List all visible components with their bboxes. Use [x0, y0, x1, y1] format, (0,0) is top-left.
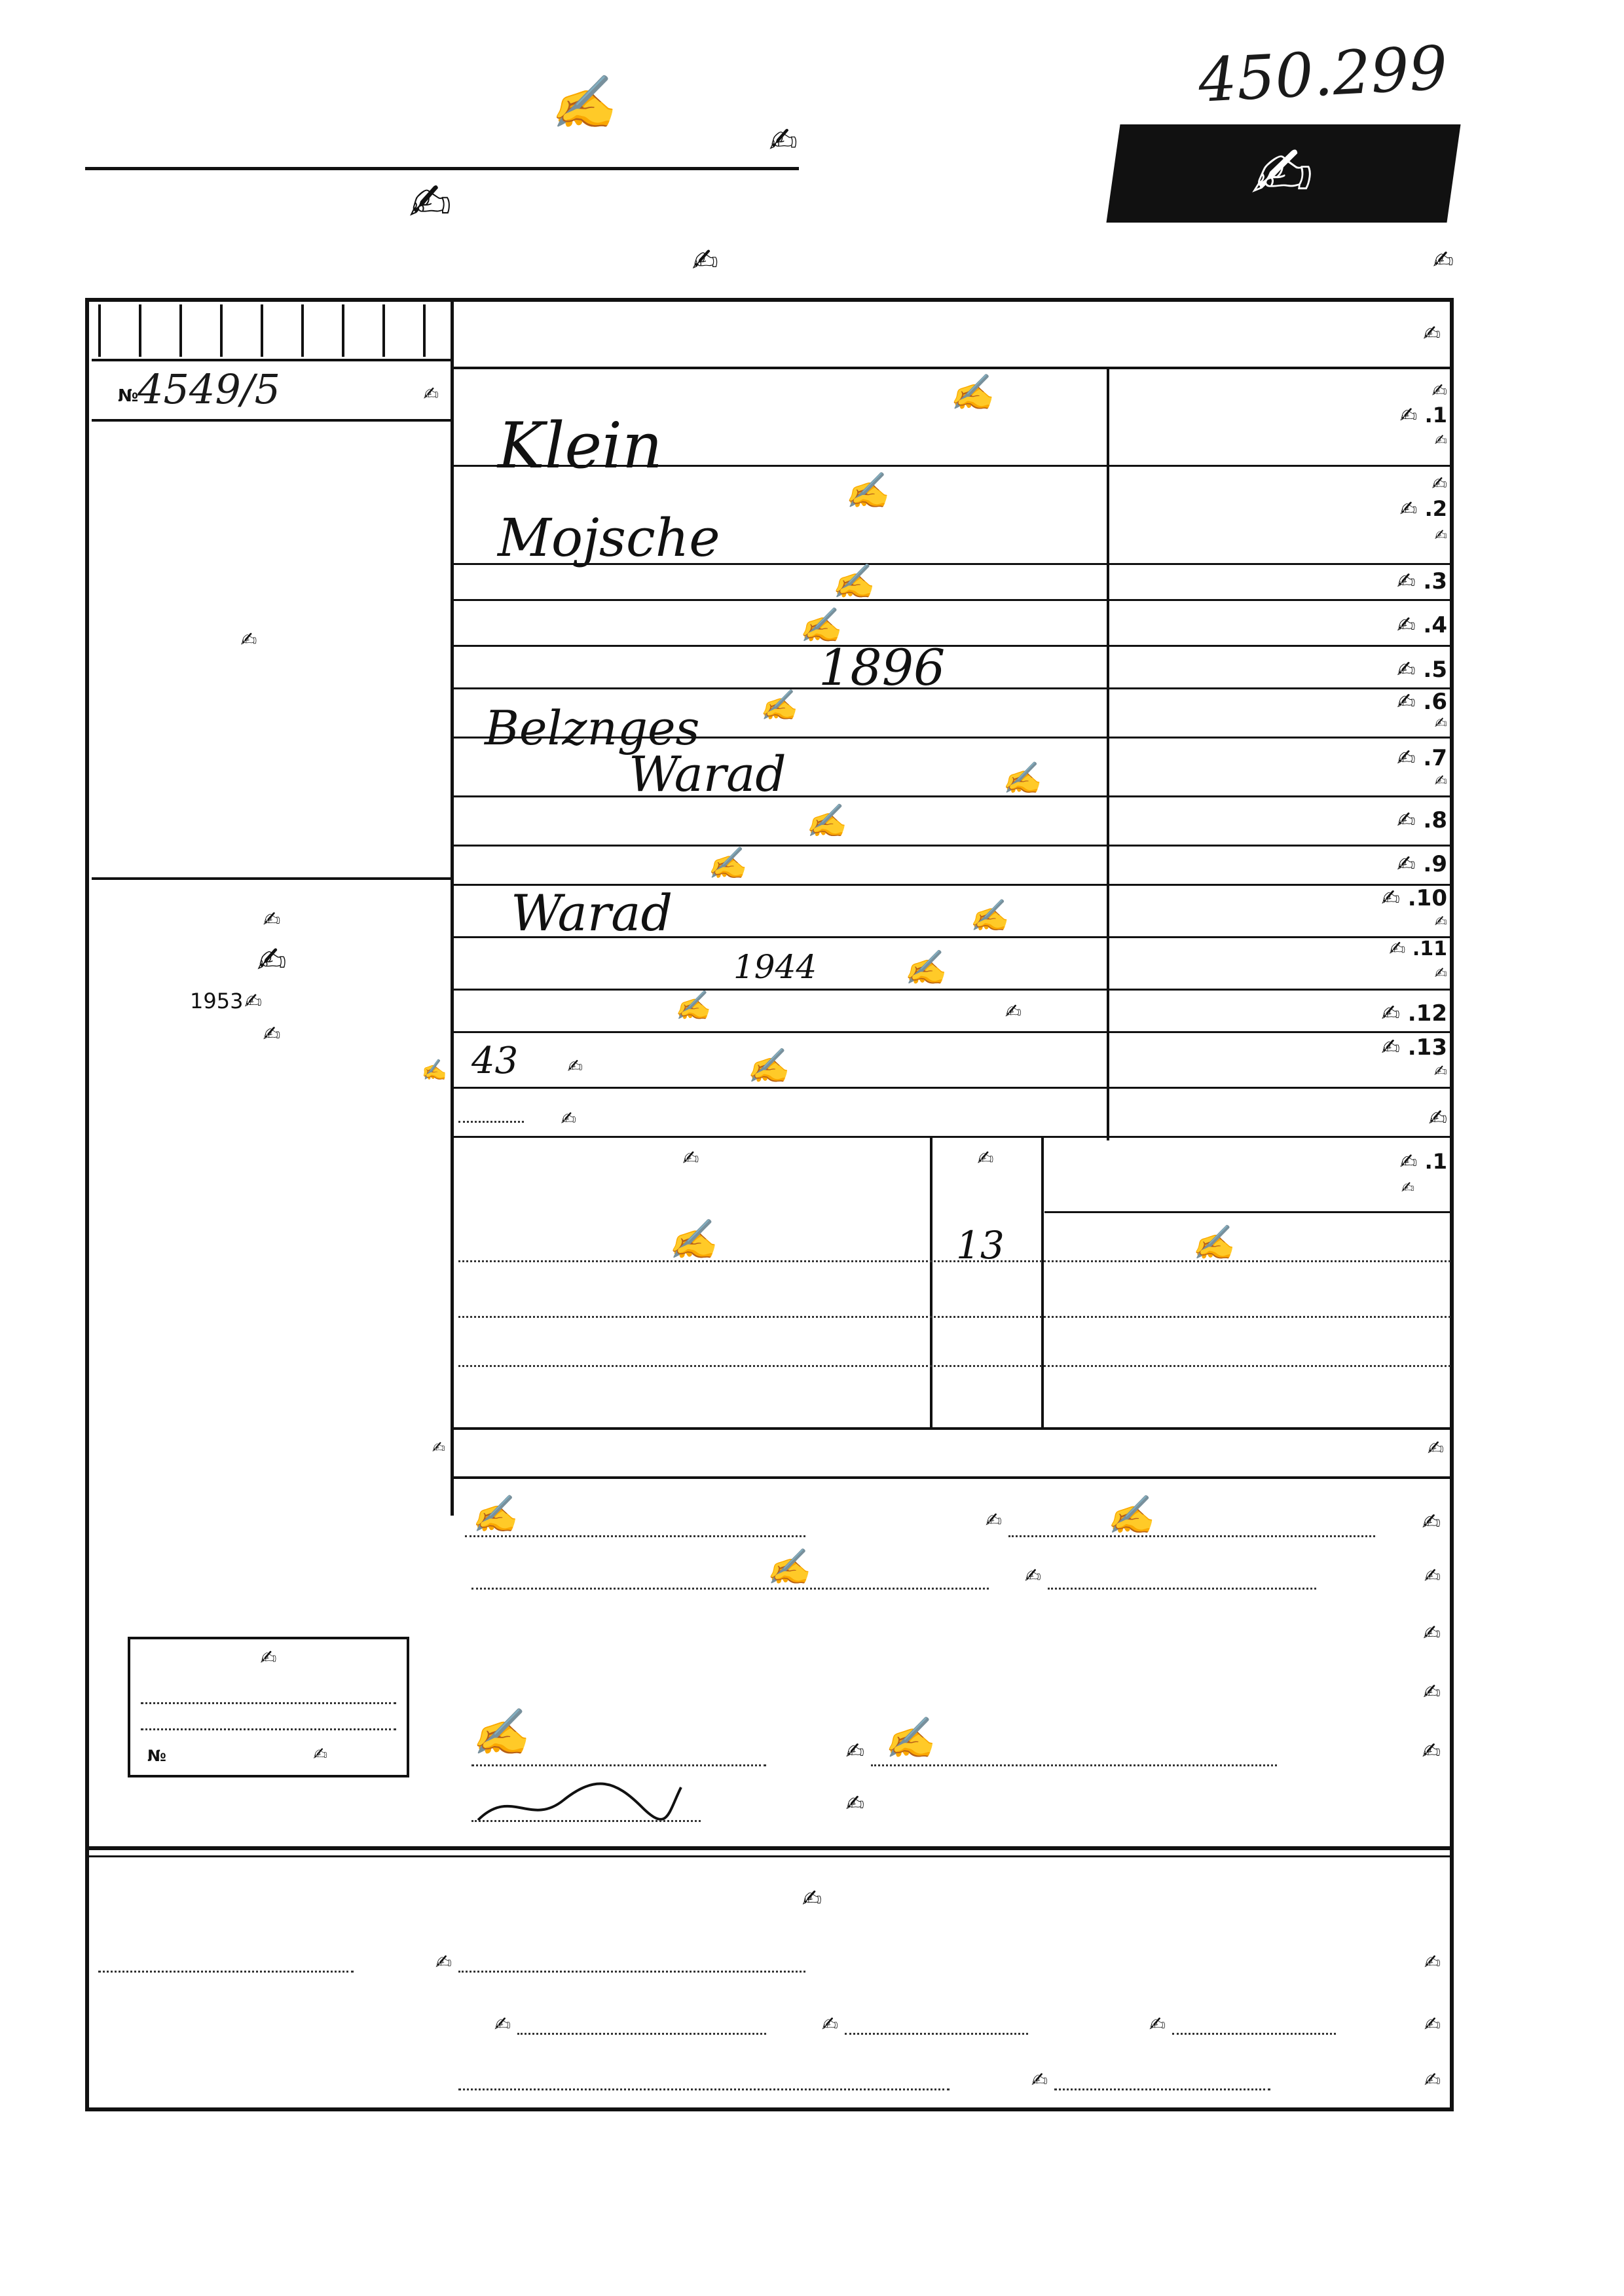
footer-line-3b-dots [458, 2088, 950, 2090]
citizenship-box-title: ✍ [260, 1647, 277, 1669]
form-subtitle: ✍ [692, 242, 720, 279]
footer-line-2c: ✍ [821, 2013, 838, 2036]
approval-bottom-line [92, 419, 451, 422]
field-9-title: ✍ [1397, 851, 1416, 877]
citizenship-box-number: ✍ [313, 1745, 327, 1764]
field-husband-age-label: ✍ [561, 1108, 576, 1129]
children-num: 1. [1424, 1149, 1447, 1174]
field-4-label [1120, 612, 1447, 638]
children-row-1-place: ✍ [668, 1217, 717, 1263]
declarant-name-value: ✍ [1107, 1493, 1154, 1537]
field-11-num: 11. [1412, 938, 1447, 960]
field-5-num: 5. [1423, 657, 1447, 683]
authority-name: ✍ [769, 121, 799, 160]
children-header-names [1048, 1149, 1447, 1174]
authority-underline [85, 167, 799, 170]
relative-value: ✍ [766, 1546, 811, 1588]
photo-label: ✍ [240, 629, 257, 651]
children-note: ✍ [1427, 1437, 1444, 1460]
field-12-title: ✍ [1381, 1000, 1400, 1027]
signature-value: ✍ [471, 1705, 529, 1759]
declarant-name-dots [1008, 1535, 1375, 1537]
field-6-label [1120, 689, 1447, 715]
photo-bottom-line [92, 877, 451, 880]
children-names-title: ✍ [1399, 1149, 1418, 1174]
declarant-i-label: ✍ [1422, 1509, 1441, 1535]
field-3-title: ✍ [1397, 568, 1416, 594]
field-2-label [1120, 496, 1447, 521]
officer-signature-label: ✍ [845, 1791, 864, 1817]
approval-label: ✍ [423, 383, 439, 405]
field-2-sub2: ✍ [1434, 527, 1447, 544]
field-4-num: 4. [1423, 612, 1447, 638]
field-12-label [1120, 1000, 1447, 1027]
children-col-2 [1041, 1136, 1044, 1427]
field-5-title: ✍ [1397, 657, 1416, 683]
field-1-sub2: ✍ [1434, 432, 1447, 449]
note-bottom-line [452, 1476, 1454, 1479]
footer-line-3b: ✍ [1031, 2069, 1048, 2092]
field-10-value: ✍ [969, 898, 1008, 934]
yad-vashem-logo: ✍ [1106, 124, 1460, 223]
footer-top-line [85, 1846, 1454, 1850]
field-4-title: ✍ [1397, 612, 1416, 638]
declarant-address-value: ✍ [471, 1493, 517, 1536]
law-title: ✍ [263, 907, 281, 932]
footer-line-2b: ✍ [1149, 2013, 1166, 2036]
field-13-label [1120, 1034, 1447, 1061]
row-divider-14 [452, 1136, 1454, 1138]
row-divider-13 [452, 1087, 1454, 1089]
footer-line-2c-dots [517, 2033, 766, 2035]
row-divider-12 [452, 1031, 1454, 1033]
field-9-value: ✍ [707, 845, 747, 882]
law-year: 1953 [190, 989, 244, 1013]
field-6-title: ✍ [1397, 689, 1416, 715]
approval-ticks [98, 304, 439, 357]
footer-top-line-2 [85, 1855, 1454, 1857]
field-4-value: ✍ [799, 606, 841, 646]
row-divider-4 [452, 645, 1454, 647]
relative-label: ✍ [1424, 1565, 1441, 1588]
field-3-value: ✍ [832, 562, 874, 602]
children-header-age: ✍ [977, 1147, 994, 1170]
children-col-1 [930, 1136, 932, 1427]
field-13-title: ✍ [1381, 1034, 1400, 1061]
field-5-label [1120, 657, 1447, 683]
footer-line-3a: ✍ [1424, 2069, 1441, 2092]
children-header-line [1044, 1211, 1454, 1213]
field-13-age-label: ✍ [567, 1055, 583, 1077]
officer-signature-scribble [471, 1768, 688, 1833]
children-line-3 [458, 1365, 1450, 1367]
relative-value-dots [471, 1588, 989, 1590]
field-12-num: 12. [1407, 1000, 1447, 1027]
field-1-label [1120, 403, 1447, 428]
footer-line-1-dots [458, 1971, 805, 1973]
handwritten-note-top: ✍ [550, 72, 616, 133]
officer-signature-dots [471, 1820, 701, 1822]
field-3-num: 3. [1423, 568, 1447, 594]
field-10-label [1120, 885, 1447, 911]
declaration-text: ✍ [1423, 1620, 1441, 1645]
citizenship-box-line-2 [141, 1728, 396, 1730]
field-2-num: 2. [1424, 496, 1447, 521]
field-13-num: 13. [1407, 1034, 1447, 1061]
field-13-value: ✍ [747, 1047, 789, 1086]
law-text: ✍ [421, 1059, 447, 1082]
footer-line-1: ✍ [1424, 1951, 1441, 1974]
field-11-year: 1944 [733, 948, 817, 986]
husband-age-dots [458, 1121, 524, 1123]
field-9-num: 9. [1423, 851, 1447, 877]
place-date-label: ✍ [1422, 1738, 1441, 1764]
citizenship-box-no-sign: № [147, 1747, 166, 1765]
form-title: ✍ [409, 173, 456, 232]
field-6-latin-value: Belznges [485, 701, 700, 756]
field-10-title: ✍ [1381, 885, 1400, 911]
field-1-latin-value: Klein [498, 409, 663, 483]
field-11-sub: ✍ [1434, 965, 1447, 982]
please-fill-text: ✍ [1423, 321, 1441, 346]
field-10-sub: ✍ [1434, 913, 1447, 930]
field-2-title: ✍ [1399, 496, 1418, 521]
row-divider-8 [452, 845, 1454, 847]
footer-line-3a-dots [1054, 2088, 1270, 2090]
field-8-num: 8. [1423, 807, 1447, 833]
signature-dots [471, 1764, 766, 1766]
field-2-sub: ✍ [1431, 473, 1447, 494]
children-line-1 [458, 1260, 1450, 1262]
field-7-value: ✍ [1002, 760, 1041, 797]
field-2-latin-value: Mojsche [498, 507, 720, 568]
field-7-title: ✍ [1397, 745, 1416, 771]
law-section: ✍ [263, 1021, 281, 1046]
footer-title: ✍ [802, 1886, 822, 1912]
declarant-address-dots [465, 1535, 805, 1537]
relative-dots [1048, 1588, 1316, 1590]
field-13-age: 43 [471, 1040, 519, 1082]
field-12-options: ✍ [1005, 1000, 1022, 1023]
field-9-label [1120, 851, 1447, 877]
children-line-2 [458, 1316, 1450, 1318]
children-row-1-age: 13 [956, 1223, 1005, 1267]
footer-ghetto-dots [98, 1971, 354, 1973]
field-10-num: 10. [1407, 885, 1447, 911]
field-11-label [1116, 938, 1447, 960]
place-date-dots [871, 1764, 1277, 1766]
field-3-label [1120, 568, 1447, 594]
footer-line-2a: ✍ [1424, 2013, 1441, 2036]
field-5-value: 1896 [819, 638, 946, 697]
reference-number: 450.299 [1196, 33, 1449, 116]
field-7-latin-value: Warad [629, 746, 786, 803]
law-year-hebrew: ✍ [244, 989, 262, 1013]
footer-line-2b-dots [845, 2033, 1028, 2035]
field-6-value: ✍ [760, 687, 798, 723]
field-7-num: 7. [1423, 745, 1447, 771]
place-date-value: ✍ [884, 1714, 935, 1762]
row-divider-3 [452, 599, 1454, 601]
field-13-sub: ✍ [1433, 1062, 1447, 1080]
children-header-place: ✍ [682, 1147, 699, 1170]
children-row-1-name: ✍ [1192, 1224, 1234, 1263]
field-1-title: ✍ [1399, 403, 1418, 428]
field-11-title: ✍ [1389, 938, 1406, 960]
field-2-hebrew-value: ✍ [845, 470, 889, 511]
address: ✍ [1433, 246, 1454, 274]
field-1-hebrew-value: ✍ [950, 372, 994, 413]
field-11-value: ✍ [904, 949, 946, 988]
approval-top-line [92, 359, 451, 361]
field-10-latin-value: Warad [511, 884, 673, 942]
field-husband-label: ✍ [1428, 1105, 1447, 1131]
field-12-children-count: ✍ [674, 989, 710, 1023]
field-1-sub: ✍ [1431, 380, 1447, 401]
field-7-label [1120, 745, 1447, 771]
law-source: ✍ [432, 1438, 445, 1457]
field-8-title: ✍ [1397, 807, 1416, 833]
field-7-sub: ✍ [1434, 773, 1447, 790]
field-8-label [1120, 807, 1447, 833]
relative-of-label: ✍ [1024, 1565, 1041, 1588]
row-divider-11 [452, 989, 1454, 991]
field-1-num: 1. [1424, 403, 1447, 428]
footer-line-2a-dots [1172, 2033, 1336, 2035]
declarant-address-label: ✍ [985, 1509, 1002, 1532]
row-divider-7 [452, 795, 1454, 797]
footer-line-2d: ✍ [494, 2013, 511, 2036]
field-6-sub: ✍ [1434, 715, 1447, 732]
law-yad-vashem: ✍ [257, 939, 287, 981]
approval-number: 4549/5 [138, 365, 281, 413]
field-8-value: ✍ [805, 802, 847, 840]
label-column-divider [1107, 368, 1109, 1140]
left-column-divider [451, 298, 454, 1516]
field-6-num: 6. [1423, 689, 1447, 715]
children-header-names-sub: ✍ [1401, 1178, 1414, 1197]
children-bottom-line [452, 1427, 1454, 1430]
signature-label: ✍ [845, 1738, 864, 1764]
approval-no-sign: № [118, 386, 139, 406]
citizenship-box-line-1 [141, 1702, 396, 1704]
intro-divider [452, 367, 1454, 369]
citizenship-request: ✍ [1423, 1679, 1441, 1704]
footer-ghetto: ✍ [435, 1951, 452, 1974]
